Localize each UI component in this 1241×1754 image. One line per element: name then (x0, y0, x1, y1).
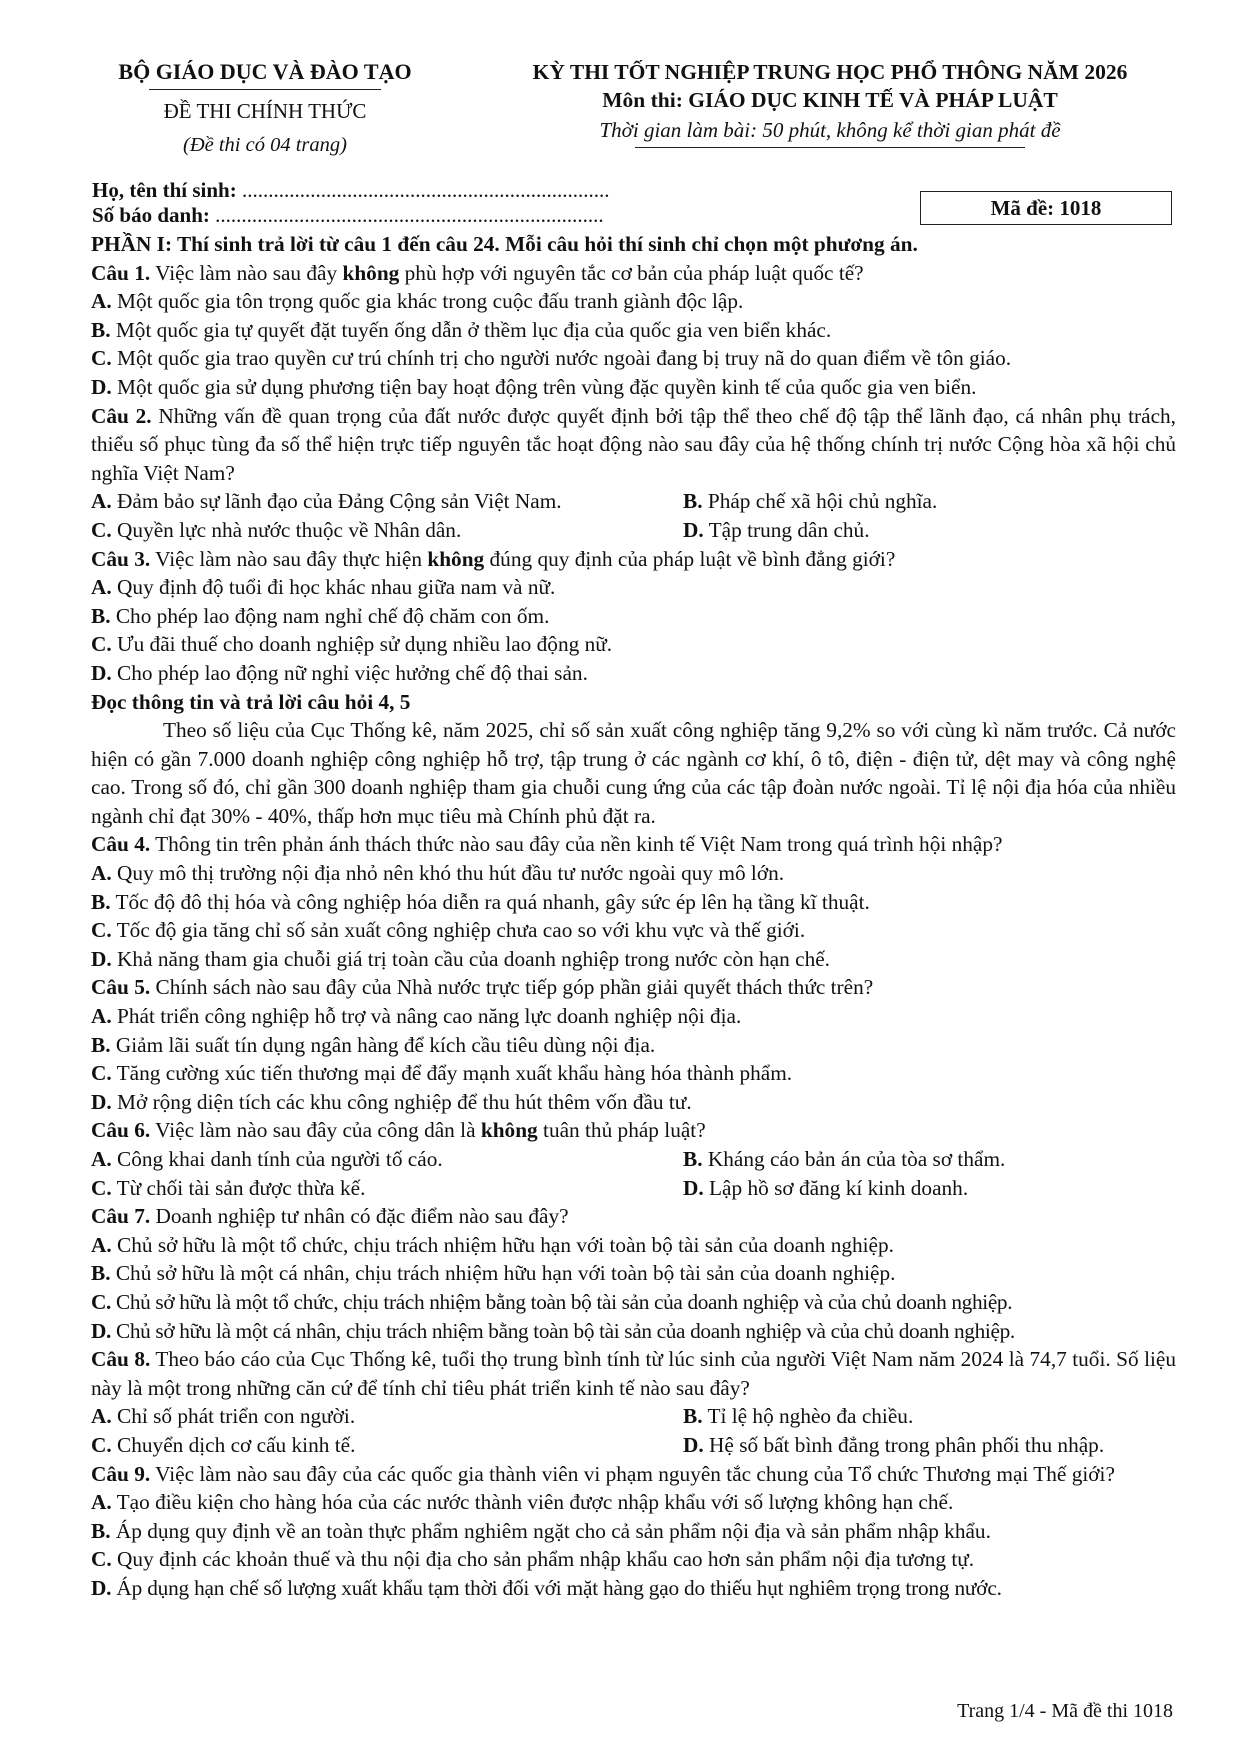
question-5 (91, 973, 1176, 1002)
candidate-id-field (92, 203, 604, 227)
question-stem: Thông tin trên phản ánh thách thức nào sau đây của nền kinh tế Việt Nam trong quá trình hội nhập? (150, 832, 1003, 857)
option-letter: D. (683, 1432, 704, 1457)
option-letter: B. (91, 1261, 111, 1286)
question-4 (91, 830, 1176, 859)
option-d (683, 516, 1176, 545)
option-text: Tỉ lệ hộ nghèo đa chiều. (702, 1404, 914, 1429)
option-letter: C. (91, 1175, 112, 1200)
option-letter: B. (683, 1147, 703, 1171)
option-text: Cho phép lao động nam nghỉ chế độ chăm con ốm. (110, 603, 550, 628)
option-a (91, 1402, 683, 1431)
question-number: Câu 3. (91, 546, 151, 571)
question-number: Câu 8. (91, 1347, 151, 1372)
option-text: Ưu đãi thuế cho doanh nghiệp sử dụng nhiều lao động nữ. (111, 632, 613, 657)
question-stem: tuân thủ pháp luật? (537, 1118, 706, 1143)
option-text: Một quốc gia sử dụng phương tiện bay hoạt động trên vùng đặc quyền kinh tế của quốc gia ven biển. (111, 374, 977, 399)
option-a (91, 1231, 1176, 1260)
header-left (95, 58, 435, 160)
question-stem: Việc làm nào sau đây của công dân là (150, 1118, 481, 1143)
option-b (91, 602, 1176, 631)
option-d (91, 1088, 1176, 1117)
options-row (91, 1431, 1176, 1460)
option-b (91, 1259, 1176, 1288)
option-letter: A. (91, 575, 112, 600)
option-text: Chủ sở hữu là một cá nhân, chịu trách nhiệm bằng toàn bộ tài sản của doanh nghiệp và của chủ doanh nghiệp. (111, 1318, 1015, 1343)
option-d (91, 373, 1176, 402)
option-letter: D. (91, 946, 112, 971)
option-letter: C. (91, 517, 112, 542)
option-text: Cho phép lao động nữ nghỉ việc hưởng chế độ thai sản. (111, 660, 588, 685)
header-divider (149, 89, 381, 90)
option-a (91, 1145, 683, 1174)
option-letter: B. (91, 317, 111, 342)
question-7 (91, 1202, 1176, 1231)
option-b (91, 316, 1176, 345)
header-divider-right (635, 147, 1025, 148)
option-a (91, 287, 1176, 316)
option-b (683, 1145, 1176, 1174)
option-b (91, 888, 1176, 917)
option-letter: D. (91, 1318, 112, 1343)
option-letter: C. (91, 918, 112, 943)
question-stem: Việc làm nào sau đây (150, 260, 343, 285)
option-d (91, 1574, 1176, 1603)
question-number: Câu 5. (91, 975, 151, 1000)
option-letter: B. (91, 1518, 111, 1543)
exam-body (91, 230, 1176, 1603)
option-text: Chủ sở hữu là một tổ chức, chịu trách nhiệm bằng toàn bộ tài sản của doanh nghiệp và của chủ doanh nghiệp. (111, 1289, 1013, 1314)
option-text: Một quốc gia tôn trọng quốc gia khác trong cuộc đấu tranh giành độc lập. (111, 289, 744, 314)
question-stem: Những vấn đề quan trọng của đất nước được quyết định bởi tập thể theo chế độ tập thể lãnh đạo, cá nhân phụ trách, thiểu số phục tùng đa số thể hiện trực tiếp nguyên tắc hoạt động nào sau đây của hệ thống chính trị nước Cộng hòa xã hội chủ nghĩa Việt Nam? (91, 403, 1176, 485)
option-text: Công khai danh tính của người tố cáo. (111, 1147, 443, 1171)
question-number: Câu 9. (91, 1461, 151, 1486)
question-number: Câu 4. (91, 832, 151, 857)
option-c (91, 1431, 683, 1460)
option-letter: B. (683, 1404, 703, 1429)
question-1 (91, 259, 1176, 288)
option-letter: C. (91, 1289, 112, 1314)
option-text: Chủ sở hữu là một cá nhân, chịu trách nhiệm hữu hạn với toàn bộ tài sản của doanh nghiệp. (110, 1261, 896, 1286)
option-text: Tăng cường xúc tiến thương mại để đẩy mạnh xuất khẩu hàng hóa thành phẩm. (111, 1061, 793, 1086)
option-text: Chuyển dịch cơ cấu kinh tế. (111, 1432, 356, 1457)
option-text: Chỉ số phát triển con người. (111, 1404, 356, 1429)
option-text: Tốc độ gia tăng chỉ số sản xuất công nghiệp chưa cao so với khu vực và thế giới. (111, 918, 806, 943)
option-letter: C. (91, 346, 112, 371)
part-heading: PHẦN I: Thí sinh trả lời từ câu 1 đến câu 24. Mỗi câu hỏi thí sinh chỉ chọn một phương án. (91, 232, 918, 256)
option-text: Tốc độ đô thị hóa và công nghiệp hóa diễn ra quá nhanh, gây sức ép lên hạ tầng kĩ thuật. (110, 889, 870, 914)
option-letter: A. (91, 1404, 112, 1429)
candidate-id-label: Số báo danh: (92, 203, 210, 227)
candidate-id-dots: .......................................................................... (209, 203, 604, 227)
option-text: Tạo điều kiện cho hàng hóa của các nước thành viên được nhập khẩu với số lượng không hạn chế. (111, 1490, 954, 1515)
emphasis: không (427, 546, 485, 571)
question-stem: Doanh nghiệp tư nhân có đặc điểm nào sau đây? (150, 1204, 569, 1229)
option-text: Lập hồ sơ đăng kí kinh doanh. (703, 1175, 969, 1200)
question-6 (91, 1116, 1176, 1145)
option-letter: D. (683, 1175, 704, 1200)
question-number: Câu 2. (91, 403, 152, 428)
subject-title: Môn thi: GIÁO DỤC KINH TẾ VÀ PHÁP LUẬT (602, 88, 1058, 112)
emphasis: không (342, 260, 400, 285)
question-stem: Chính sách nào sau đây của Nhà nước trực tiếp góp phần giải quyết thách thức trên? (150, 975, 874, 1000)
option-text: Khả năng tham gia chuỗi giá trị toàn cầu của doanh nghiệp trong nước còn hạn chế. (111, 946, 830, 971)
option-a (91, 859, 1176, 888)
option-d (91, 945, 1176, 974)
ministry-name: BỘ GIÁO DỤC VÀ ĐÀO TẠO (118, 59, 412, 84)
option-text: Tập trung dân chủ. (703, 517, 870, 542)
option-text: Giảm lãi suất tín dụng ngân hàng để kích cầu tiêu dùng nội địa. (110, 1032, 656, 1057)
option-text: Áp dụng hạn chế số lượng xuất khẩu tạm thời đối với mặt hàng gạo do thiếu hụt nghiêm trọng trong nước. (111, 1575, 1002, 1600)
reading-heading: Đọc thông tin và trả lời câu hỏi 4, 5 (91, 689, 411, 714)
option-letter: C. (91, 632, 112, 657)
page-footer: Trang 1/4 - Mã đề thi 1018 (957, 1700, 1173, 1722)
option-text: Kháng cáo bản án của tòa sơ thẩm. (702, 1147, 1006, 1171)
question-stem: đúng quy định của pháp luật về bình đẳng giới? (484, 546, 896, 571)
question-number: Câu 1. (91, 260, 151, 285)
question-number: Câu 6. (91, 1118, 151, 1143)
option-c (91, 916, 1176, 945)
option-c (91, 1545, 1176, 1574)
option-letter: B. (683, 489, 703, 514)
option-d (683, 1431, 1176, 1460)
options-row (91, 1145, 1176, 1174)
option-d (91, 1317, 1176, 1346)
option-a (91, 1002, 1176, 1031)
option-b (91, 1031, 1176, 1060)
option-letter: A. (91, 489, 112, 514)
page-count-note: (Đề thi có 04 trang) (183, 134, 347, 156)
option-text: Quy định độ tuổi đi học khác nhau giữa nam và nữ. (111, 575, 556, 600)
exam-code-box: Mã đề: 1018 (920, 191, 1172, 225)
option-text: Phát triển công nghiệp hỗ trợ và nâng cao năng lực doanh nghiệp nội địa. (111, 1004, 742, 1029)
option-text: Mở rộng diện tích các khu công nghiệp để thu hút thêm vốn đầu tư. (111, 1089, 692, 1114)
question-stem: phù hợp với nguyên tắc cơ bản của pháp luật quốc tế? (399, 260, 864, 285)
candidate-name-field (92, 178, 609, 202)
reading-passage: Theo số liệu của Cục Thống kê, năm 2025, chỉ số sản xuất công nghiệp tăng 9,2% so với cùng kì năm trước. Cả nước hiện có gần 7.000 doanh nghiệp công nghiệp hỗ trợ, tập trung ở các ngành cơ khí, ô tô, điện - điện tử, dệt may và công nghệ cao. Trong số đó, chỉ gần 300 doanh nghiệp tham gia chuỗi cung ứng của các tập đoàn nước ngoài. Tỉ lệ nội địa hóa của nhiều ngành chỉ đạt 30% - 40%, thấp hơn mục tiêu mà Chính phủ đặt ra. (91, 718, 1176, 828)
options-row (91, 516, 1176, 545)
option-c (91, 1059, 1176, 1088)
option-letter: D. (91, 1575, 112, 1600)
option-b (683, 487, 1176, 516)
option-letter: D. (683, 517, 704, 542)
official-label: ĐỀ THI CHÍNH THỨC (163, 99, 367, 123)
option-text: Áp dụng quy định về an toàn thực phẩm nghiêm ngặt cho cả sản phẩm nội địa và sản phẩm nhập khẩu. (110, 1518, 991, 1543)
option-text: Quyền lực nhà nước thuộc về Nhân dân. (111, 517, 462, 542)
option-b (683, 1402, 1176, 1431)
option-a (91, 487, 683, 516)
option-letter: C. (91, 1061, 112, 1086)
option-text: Một quốc gia trao quyền cư trú chính trị cho người nước ngoài đang bị truy nã do quan điểm về tôn giáo. (111, 346, 1012, 371)
question-9 (91, 1460, 1176, 1489)
option-c (91, 1174, 683, 1203)
option-a (91, 1488, 1176, 1517)
option-b (91, 1517, 1176, 1546)
question-stem: Việc làm nào sau đây của các quốc gia thành viên vi phạm nguyên tắc chung của Tổ chức Thương mại Thế giới? (150, 1461, 1115, 1486)
question-2 (91, 402, 1176, 488)
option-letter: D. (91, 374, 112, 399)
candidate-name-label: Họ, tên thí sinh: (92, 178, 237, 202)
option-letter: B. (91, 603, 111, 628)
option-letter: D. (91, 1089, 112, 1114)
option-text: Từ chối tài sản được thừa kế. (111, 1175, 366, 1200)
question-stem: Theo báo cáo của Cục Thống kê, tuổi thọ trung bình tính từ lúc sinh của người Việt Nam năm 2024 là 74,7 tuổi. Số liệu này là một trong những căn cứ để tính chỉ tiêu phát triển kinh tế nào sau đây? (91, 1347, 1177, 1400)
option-c (91, 516, 683, 545)
question-3 (91, 545, 1176, 574)
option-letter: A. (91, 1490, 112, 1515)
option-text: Quy mô thị trường nội địa nhỏ nên khó thu hút đầu tư nước ngoài quy mô lớn. (111, 861, 785, 886)
exam-title: KỲ THI TỐT NGHIỆP TRUNG HỌC PHỔ THÔNG NĂM 2026 (532, 60, 1128, 84)
emphasis: không (480, 1118, 538, 1143)
option-letter: C. (91, 1547, 112, 1572)
candidate-name-dots: ...................................................................... (236, 178, 610, 202)
question-number: Câu 7. (91, 1204, 151, 1229)
option-c (91, 1288, 1176, 1317)
header-right (470, 58, 1190, 148)
option-text: Quy định các khoản thuế và thu nội địa cho sản phẩm nhập khẩu cao hơn sản phẩm nội địa tương tự. (111, 1547, 975, 1572)
option-letter: C. (91, 1432, 112, 1457)
option-text: Pháp chế xã hội chủ nghĩa. (702, 489, 938, 514)
option-letter: D. (91, 660, 112, 685)
option-letter: A. (91, 1004, 112, 1029)
option-letter: A. (91, 289, 112, 314)
option-letter: B. (91, 889, 111, 914)
option-text: Một quốc gia tự quyết đặt tuyến ống dẫn ở thềm lục địa của quốc gia ven biển khác. (110, 317, 832, 342)
question-8 (91, 1345, 1176, 1402)
option-d (91, 659, 1176, 688)
option-letter: A. (91, 1147, 112, 1171)
options-row (91, 1174, 1176, 1203)
option-c (91, 344, 1176, 373)
question-stem: Việc làm nào sau đây thực hiện (150, 546, 428, 571)
time-note: Thời gian làm bài: 50 phút, không kể thời gian phát đề (599, 118, 1061, 142)
option-d (683, 1174, 1176, 1203)
option-text: Đảm bảo sự lãnh đạo của Đảng Cộng sản Việt Nam. (111, 489, 562, 514)
options-row (91, 487, 1176, 516)
option-text: Hệ số bất bình đẳng trong phân phối thu nhập. (703, 1432, 1105, 1457)
option-text: Chủ sở hữu là một tổ chức, chịu trách nhiệm hữu hạn với toàn bộ tài sản của doanh nghiệp. (111, 1232, 894, 1257)
option-letter: A. (91, 1232, 112, 1257)
option-c (91, 630, 1176, 659)
options-row (91, 1402, 1176, 1431)
option-letter: B. (91, 1032, 111, 1057)
option-a (91, 573, 1176, 602)
option-letter: A. (91, 861, 112, 886)
